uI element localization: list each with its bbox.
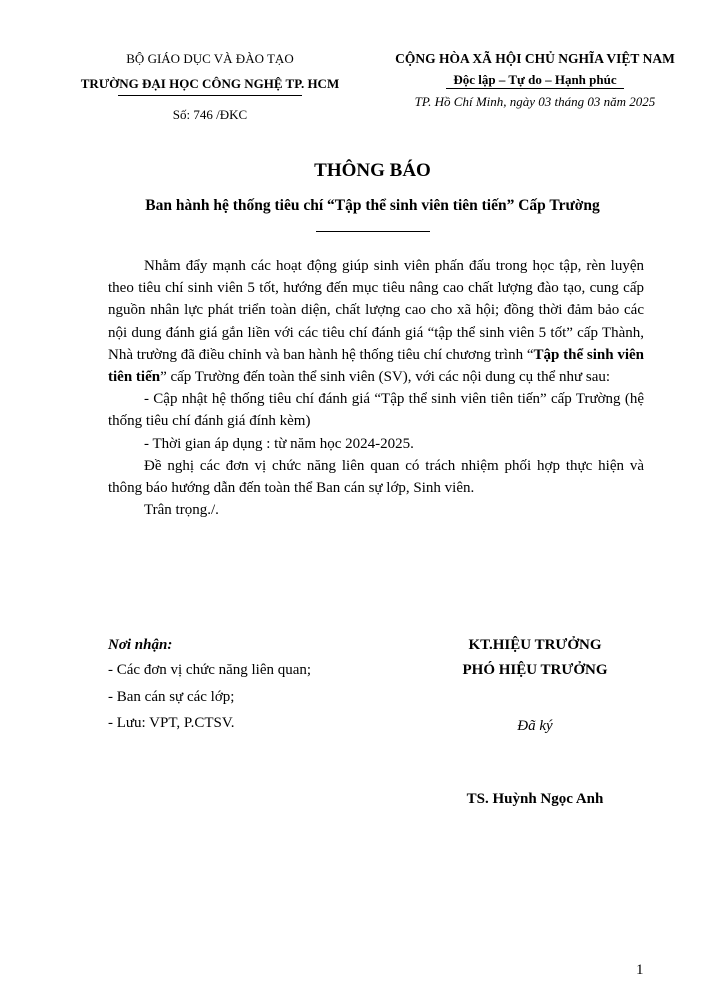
university-name: TRƯỜNG ĐẠI HỌC CÔNG NGHỆ TP. HCM [80, 76, 340, 91]
republic-name: CỘNG HÒA XÃ HỘI CHỦ NGHĨA VIỆT NAM [395, 51, 675, 66]
recipient-item: - Ban cán sự các lớp; [108, 689, 235, 705]
paragraph-request: Đề nghị các đơn vị chức năng liên quan có trách nhiệm phối hợp thực hiện và thông báo hướng dẫn đến toàn thể Ban cán sự lớp, Sinh viên. [108, 457, 644, 497]
recipients-heading: Nơi nhận: [108, 637, 173, 653]
ministry-name: BỘ GIÁO DỤC VÀ ĐÀO TẠO [126, 51, 294, 66]
signature-title-secondary: PHÓ HIỆU TRƯỞNG [462, 662, 608, 678]
subtitle-underline [316, 231, 430, 232]
paragraph-intro [108, 255, 644, 388]
signed-note: Đã ký [517, 718, 553, 734]
paragraph-update: - Cập nhật hệ thống tiêu chí đánh giá “Tập thể sinh viên tiên tiến” cấp Trường (hệ thống tiêu chí đánh giá đính kèm) [108, 391, 644, 430]
signer-name: TS. Huỳnh Ngọc Anh [466, 791, 604, 807]
intro-text-start: Nhằm đẩy mạnh các hoạt động giúp sinh viên phấn đấu trong học tập, rèn luyện theo tiêu chí sinh viên 5 tốt, hướng đến mục tiêu nâng cao chất lượng đào tạo, cung cấp nguồn nhân lực phát triển toàn diện, chất lượng cao cho xã hội; đồng thời đảm bảo các nội dung đánh giá gắn liền với các tiêu chí đánh giá “tập thể sinh viên 5 tốt” cấp Thành, Nhà trường đã điều chỉnh và ban hành hệ thống tiêu chí chương trình “ [108, 258, 644, 363]
document-subtitle: Ban hành hệ thống tiêu chí “Tập thể sinh viên tiên tiến” Cấp Trường [145, 197, 600, 214]
document-number: Số: 746 /ĐKC [172, 107, 248, 122]
motto-underline [446, 88, 624, 89]
national-motto: Độc lập – Tự do – Hạnh phúc [453, 72, 617, 87]
recipient-item: - Lưu: VPT, P.CTSV. [108, 715, 235, 731]
signature-title-primary: KT.HIỆU TRƯỞNG [468, 637, 602, 653]
document-title: THÔNG BÁO [314, 160, 431, 181]
date-line: TP. Hồ Chí Minh, ngày 03 tháng 03 năm 2025 [414, 94, 656, 109]
paragraph-closing: Trân trọng./. [144, 502, 219, 519]
intro-text-end: ” cấp Trường đến toàn thể sinh viên (SV), với các nội dung cụ thể như sau: [160, 369, 611, 386]
paragraph-effective-time: - Thời gian áp dụng : từ năm học 2024-2025. [144, 435, 414, 452]
university-underline [118, 95, 302, 96]
body-text [108, 255, 644, 521]
program-name: Tập thể sinh viên tiên tiến [108, 346, 644, 386]
page-number: 1 [636, 962, 644, 978]
recipient-item: - Các đơn vị chức năng liên quan; [108, 662, 312, 678]
